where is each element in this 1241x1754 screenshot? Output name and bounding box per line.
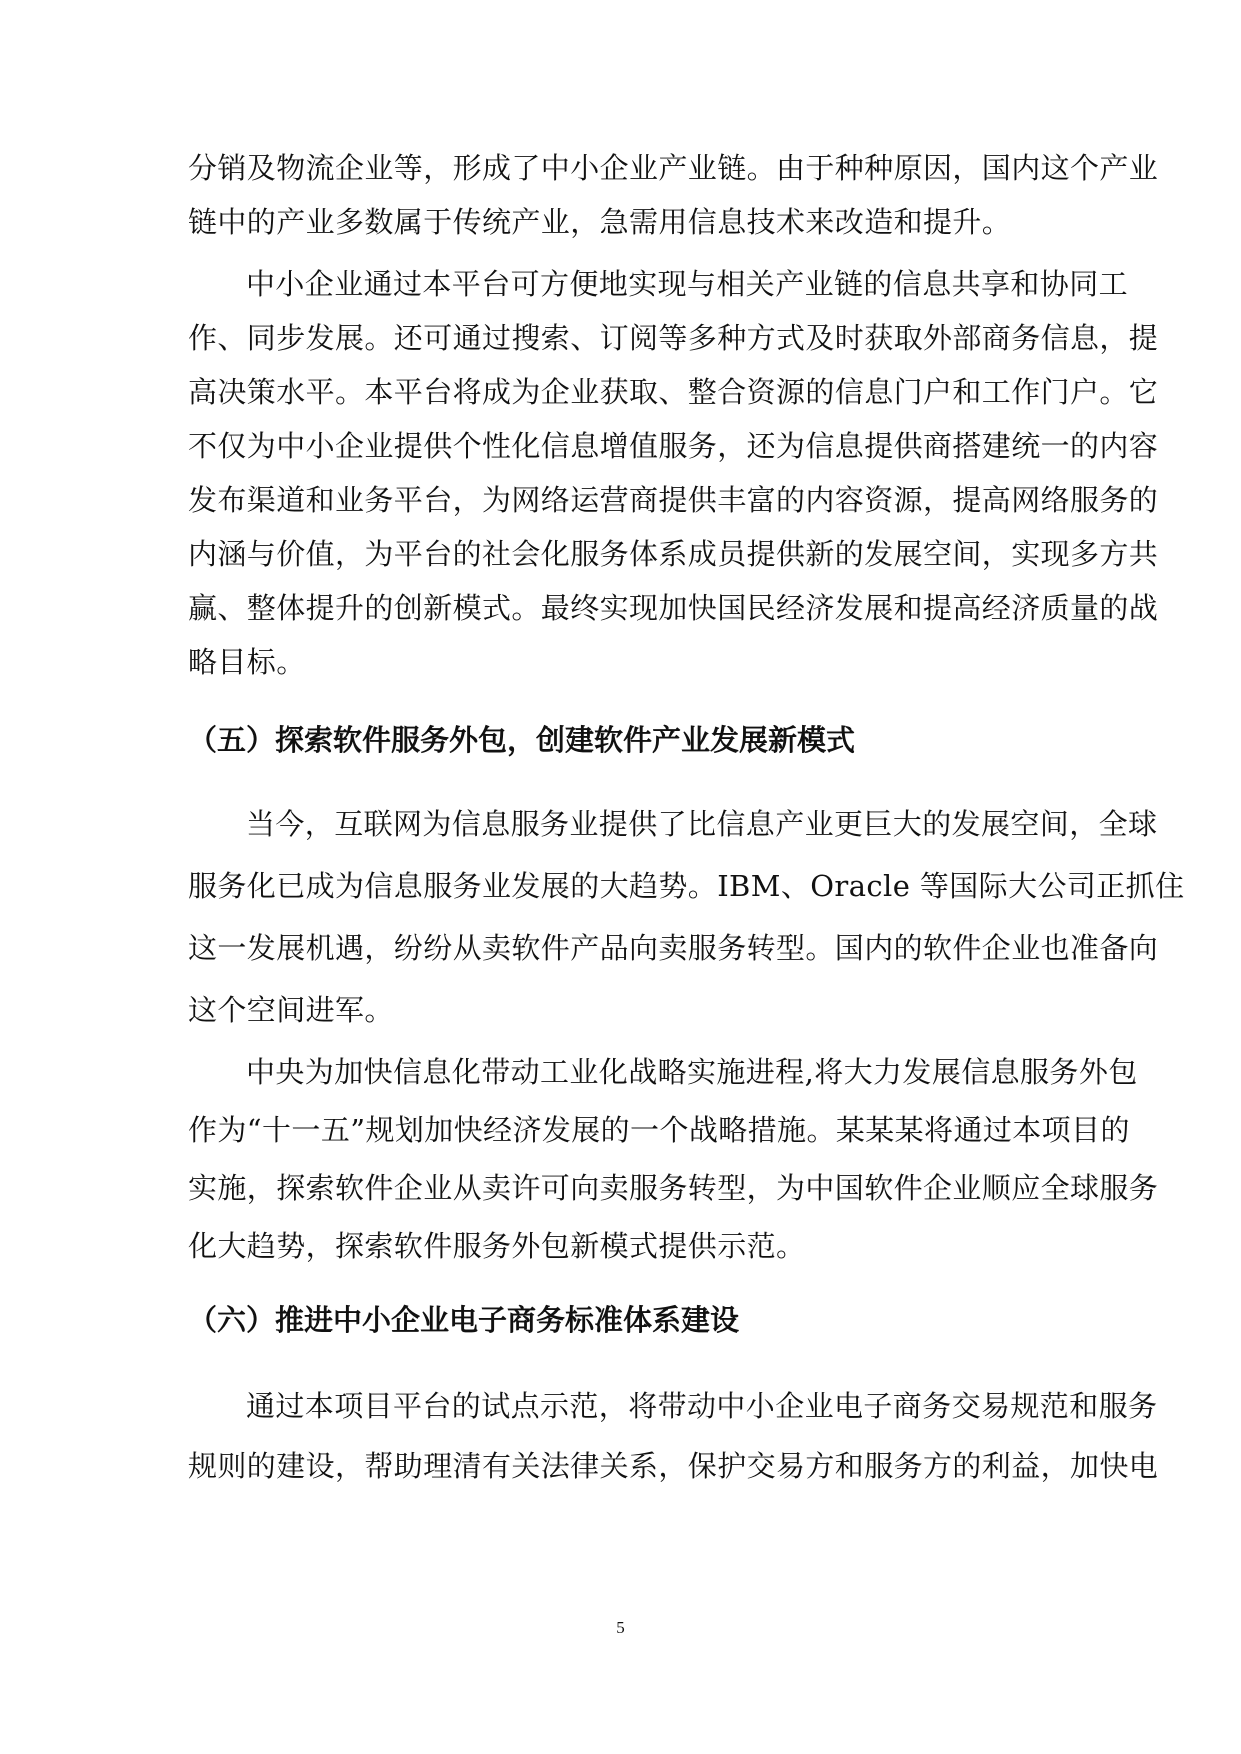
paragraph-line: 规则的建设，帮助理清有关法律关系，保护交易方和服务方的利益，加快电 xyxy=(188,1449,1159,1483)
paragraph-line: 化大趋势，探索软件服务外包新模式提供示范。 xyxy=(188,1229,806,1263)
paragraph-line: 中央为加快信息化带动工业化战略实施进程,将大力发展信息服务外包 xyxy=(246,1055,1138,1089)
paragraph-line: 不仅为中小企业提供个性化信息增值服务，还为信息提供商搭建统一的内容 xyxy=(188,429,1159,463)
paragraph-line: 当今，互联网为信息服务业提供了比信息产业更巨大的发展空间，全球 xyxy=(246,807,1158,841)
paragraph-line: 内涵与价值，为平台的社会化服务体系成员提供新的发展空间，实现多方共 xyxy=(188,537,1159,571)
paragraph-line: 分销及物流企业等，形成了中小企业产业链。由于种种原因，国内这个产业 xyxy=(188,151,1159,185)
paragraph-line: 赢、整体提升的创新模式。最终实现加快国民经济发展和提高经济质量的战 xyxy=(188,591,1159,625)
paragraph-line: 作、同步发展。还可通过搜索、订阅等多种方式及时获取外部商务信息，提 xyxy=(188,321,1159,355)
page-number: 5 xyxy=(616,1618,625,1637)
paragraph-line: 作为“十一五”规划加快经济发展的一个战略措施。某某某将通过本项目的 xyxy=(188,1113,1130,1147)
paragraph-line: 服务化已成为信息服务业发展的大趋势。IBM、Oracle 等国际大公司正抓住 xyxy=(188,869,1185,903)
paragraph-line: 这个空间进军。 xyxy=(188,993,394,1027)
paragraph-line: 中小企业通过本平台可方便地实现与相关产业链的信息共享和协同工 xyxy=(246,267,1129,301)
paragraph-line: 链中的产业多数属于传统产业，急需用信息技术来改造和提升。 xyxy=(188,205,1012,239)
paragraph-line: 这一发展机遇，纷纷从卖软件产品向卖服务转型。国内的软件企业也准备向 xyxy=(188,931,1159,965)
section-heading: （六）推进中小企业电子商务标准体系建设 xyxy=(188,1303,740,1337)
paragraph-line: 实施，探索软件企业从卖许可向卖服务转型，为中国软件企业顺应全球服务 xyxy=(188,1171,1159,1205)
section-heading: （五）探索软件服务外包，创建软件产业发展新模式 xyxy=(188,723,856,757)
paragraph-line: 通过本项目平台的试点示范，将带动中小企业电子商务交易规范和服务 xyxy=(246,1389,1158,1423)
paragraph-line: 略目标。 xyxy=(188,645,306,679)
paragraph-line: 发布渠道和业务平台，为网络运营商提供丰富的内容资源，提高网络服务的 xyxy=(188,483,1159,517)
paragraph-line: 高决策水平。本平台将成为企业获取、整合资源的信息门户和工作门户。它 xyxy=(188,375,1159,409)
